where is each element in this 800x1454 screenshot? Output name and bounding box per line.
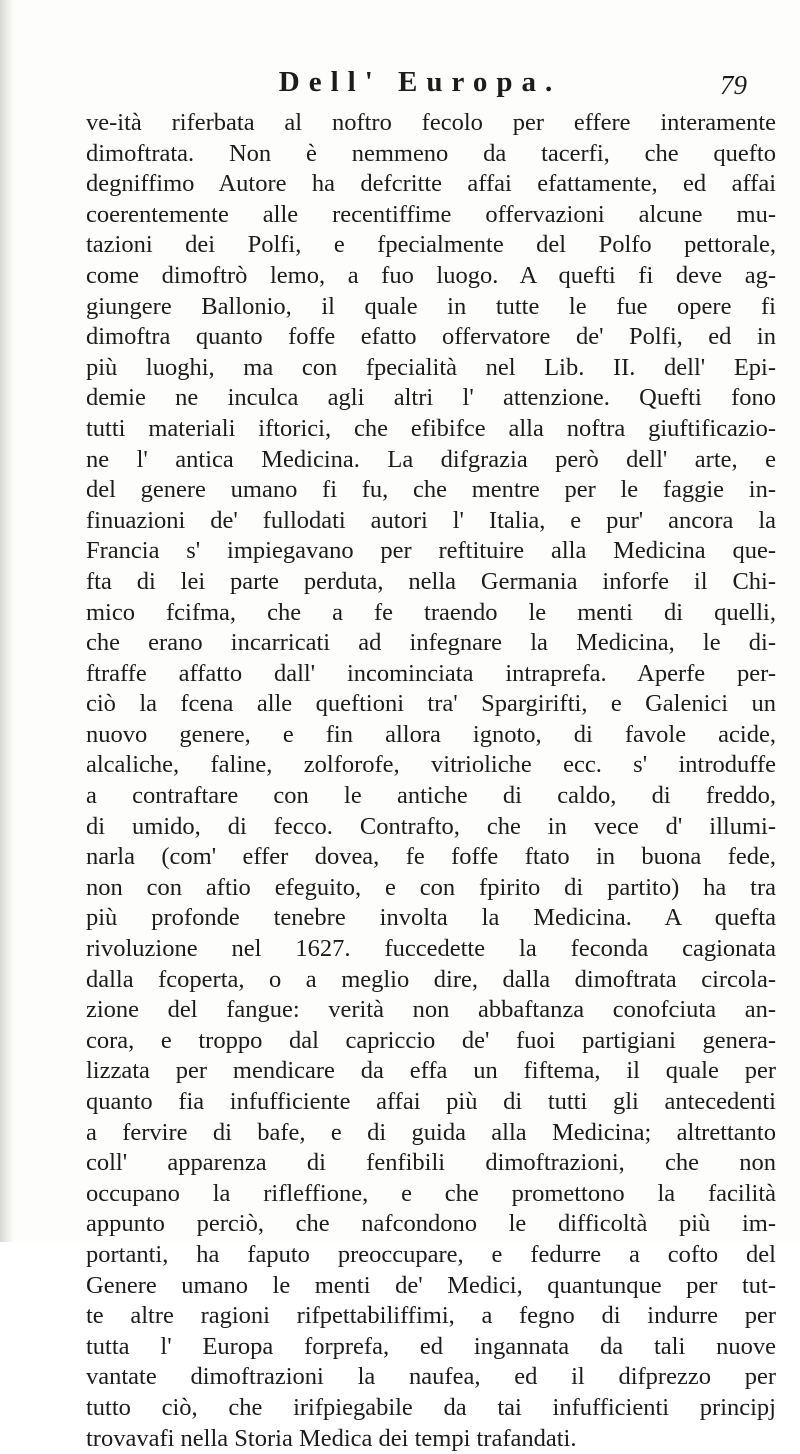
text-line: Francia s' impiegavano per reftituire alla Medicina que- — [86, 537, 776, 565]
text-line: ftraffe affatto dall' incominciata intraprefa. Aperfe per- — [86, 659, 776, 687]
text-line: ciò la fcena alle queftioni tra' Spargirifti, e Galenici un — [86, 690, 776, 718]
text-line: tazioni dei Polfi, e fpecialmente del Polfo pettorale, — [86, 231, 776, 259]
text-line: dimoftra quanto foffe efatto offervatore de' Polfi, ed in — [86, 323, 776, 351]
binding-gutter-shadow — [0, 0, 14, 1242]
text-line: coerentemente alle recentiffime offervazioni alcune mu- — [86, 200, 776, 228]
text-line: nuovo genere, e fin allora ignoto, di favole acide, — [86, 720, 776, 748]
text-line: te altre ragioni rifpettabiliffimi, a fegno di indurre per — [86, 1302, 776, 1330]
text-line: Genere umano le menti de' Medici, quantunque per tut- — [86, 1271, 776, 1299]
text-line: zione del fangue: verità non abbaftanza conofciuta an- — [86, 996, 776, 1024]
text-line: a fervire di bafe, e di guida alla Medicina; altrettanto — [86, 1118, 776, 1146]
body-text — [86, 108, 776, 1454]
text-line: più profonde tenebre involta la Medicina. A quefta — [86, 904, 776, 932]
text-line: tutto ciò, che irifpiegabile da tai infufficienti principj — [86, 1393, 776, 1421]
text-line: rivoluzione nel 1627. fuccedette la feconda cagionata — [86, 935, 776, 963]
text-line: degniffimo Autore ha defcritte affai efattamente, ed affai — [86, 170, 776, 198]
text-line: trovavafi nella Storia Medica dei tempi trafandati. — [86, 1424, 577, 1452]
text-line: fta di lei parte perduta, nella Germania inforfe il Chi- — [86, 567, 776, 595]
text-line: che erano incarricati ad infegnare la Medicina, le di- — [86, 629, 776, 657]
text-line: appunto perciò, che nafcondono le difficoltà più im- — [86, 1210, 776, 1238]
text-line: coll' apparenza di fenfibili dimoftrazioni, che non — [86, 1149, 776, 1177]
text-line: finuazioni de' fullodati autori l' Italia, e pur' ancora la — [86, 506, 776, 534]
text-line: del genere umano fi fu, che mentre per le faggie in- — [86, 476, 776, 504]
text-line: ve-ità riferbata al noftro fecolo per effere interamente — [86, 109, 776, 136]
text-line: ne l' antica Medicina. La difgrazia però dell' arte, e — [86, 445, 776, 473]
text-line: giungere Ballonio, il quale in tutte le fue opere fi — [86, 292, 776, 320]
page-number: 79 — [720, 70, 747, 100]
text-line: a contraftare con le antiche di caldo, di freddo, — [86, 782, 776, 810]
text-line: mico fcifma, che a fe traendo le menti di quelli, — [86, 598, 776, 626]
running-head-title: Dell' Europa. — [278, 66, 562, 98]
text-line: tutti materiali iftorici, che efibifce alla noftra giuftificazio- — [86, 414, 776, 442]
text-line: portanti, ha faputo preoccupare, e fedurre a cofto del — [86, 1240, 776, 1268]
text-line: quanto fia infufficiente affai più di tutti gli antecedenti — [86, 1088, 776, 1115]
text-line: narla (com' effer dovea, fe foffe ftato in buona fede, — [86, 843, 776, 871]
text-line: demie ne inculca agli altri l' attenzione. Quefti fono — [86, 384, 776, 412]
text-line: di umido, di fecco. Contrafto, che in vece d' illumi- — [86, 812, 776, 840]
text-line: dimoftrata. Non è nemmeno da tacerfi, che quefto — [86, 139, 776, 167]
text-line: tutta l' Europa forprefa, ed ingannata da tali nuove — [86, 1332, 776, 1360]
text-line: occupano la rifleffione, e che promettono la facilità — [86, 1179, 776, 1207]
text-line: vantate dimoftrazioni la naufea, ed il difprezzo per — [86, 1363, 776, 1391]
text-line: più luoghi, ma con fpecialità nel Lib. II. dell' Epi- — [86, 353, 776, 381]
text-line: alcaliche, faline, zolforofe, vitrioliche ecc. s' introduffe — [86, 751, 776, 779]
text-line: cora, e troppo dal capriccio de' fuoi partigiani genera- — [86, 1026, 776, 1054]
text-line: come dimoftrò lemo, a fuo luogo. A quefti fi deve ag- — [86, 261, 776, 289]
text-line: non con aftio efeguito, e con fpirito di partito) ha tra — [86, 873, 776, 901]
text-line: lizzata per mendicare da effa un fiftema, il quale per — [86, 1057, 776, 1085]
text-line: dalla fcoperta, o a meglio dire, dalla dimoftrata circola- — [86, 965, 776, 993]
